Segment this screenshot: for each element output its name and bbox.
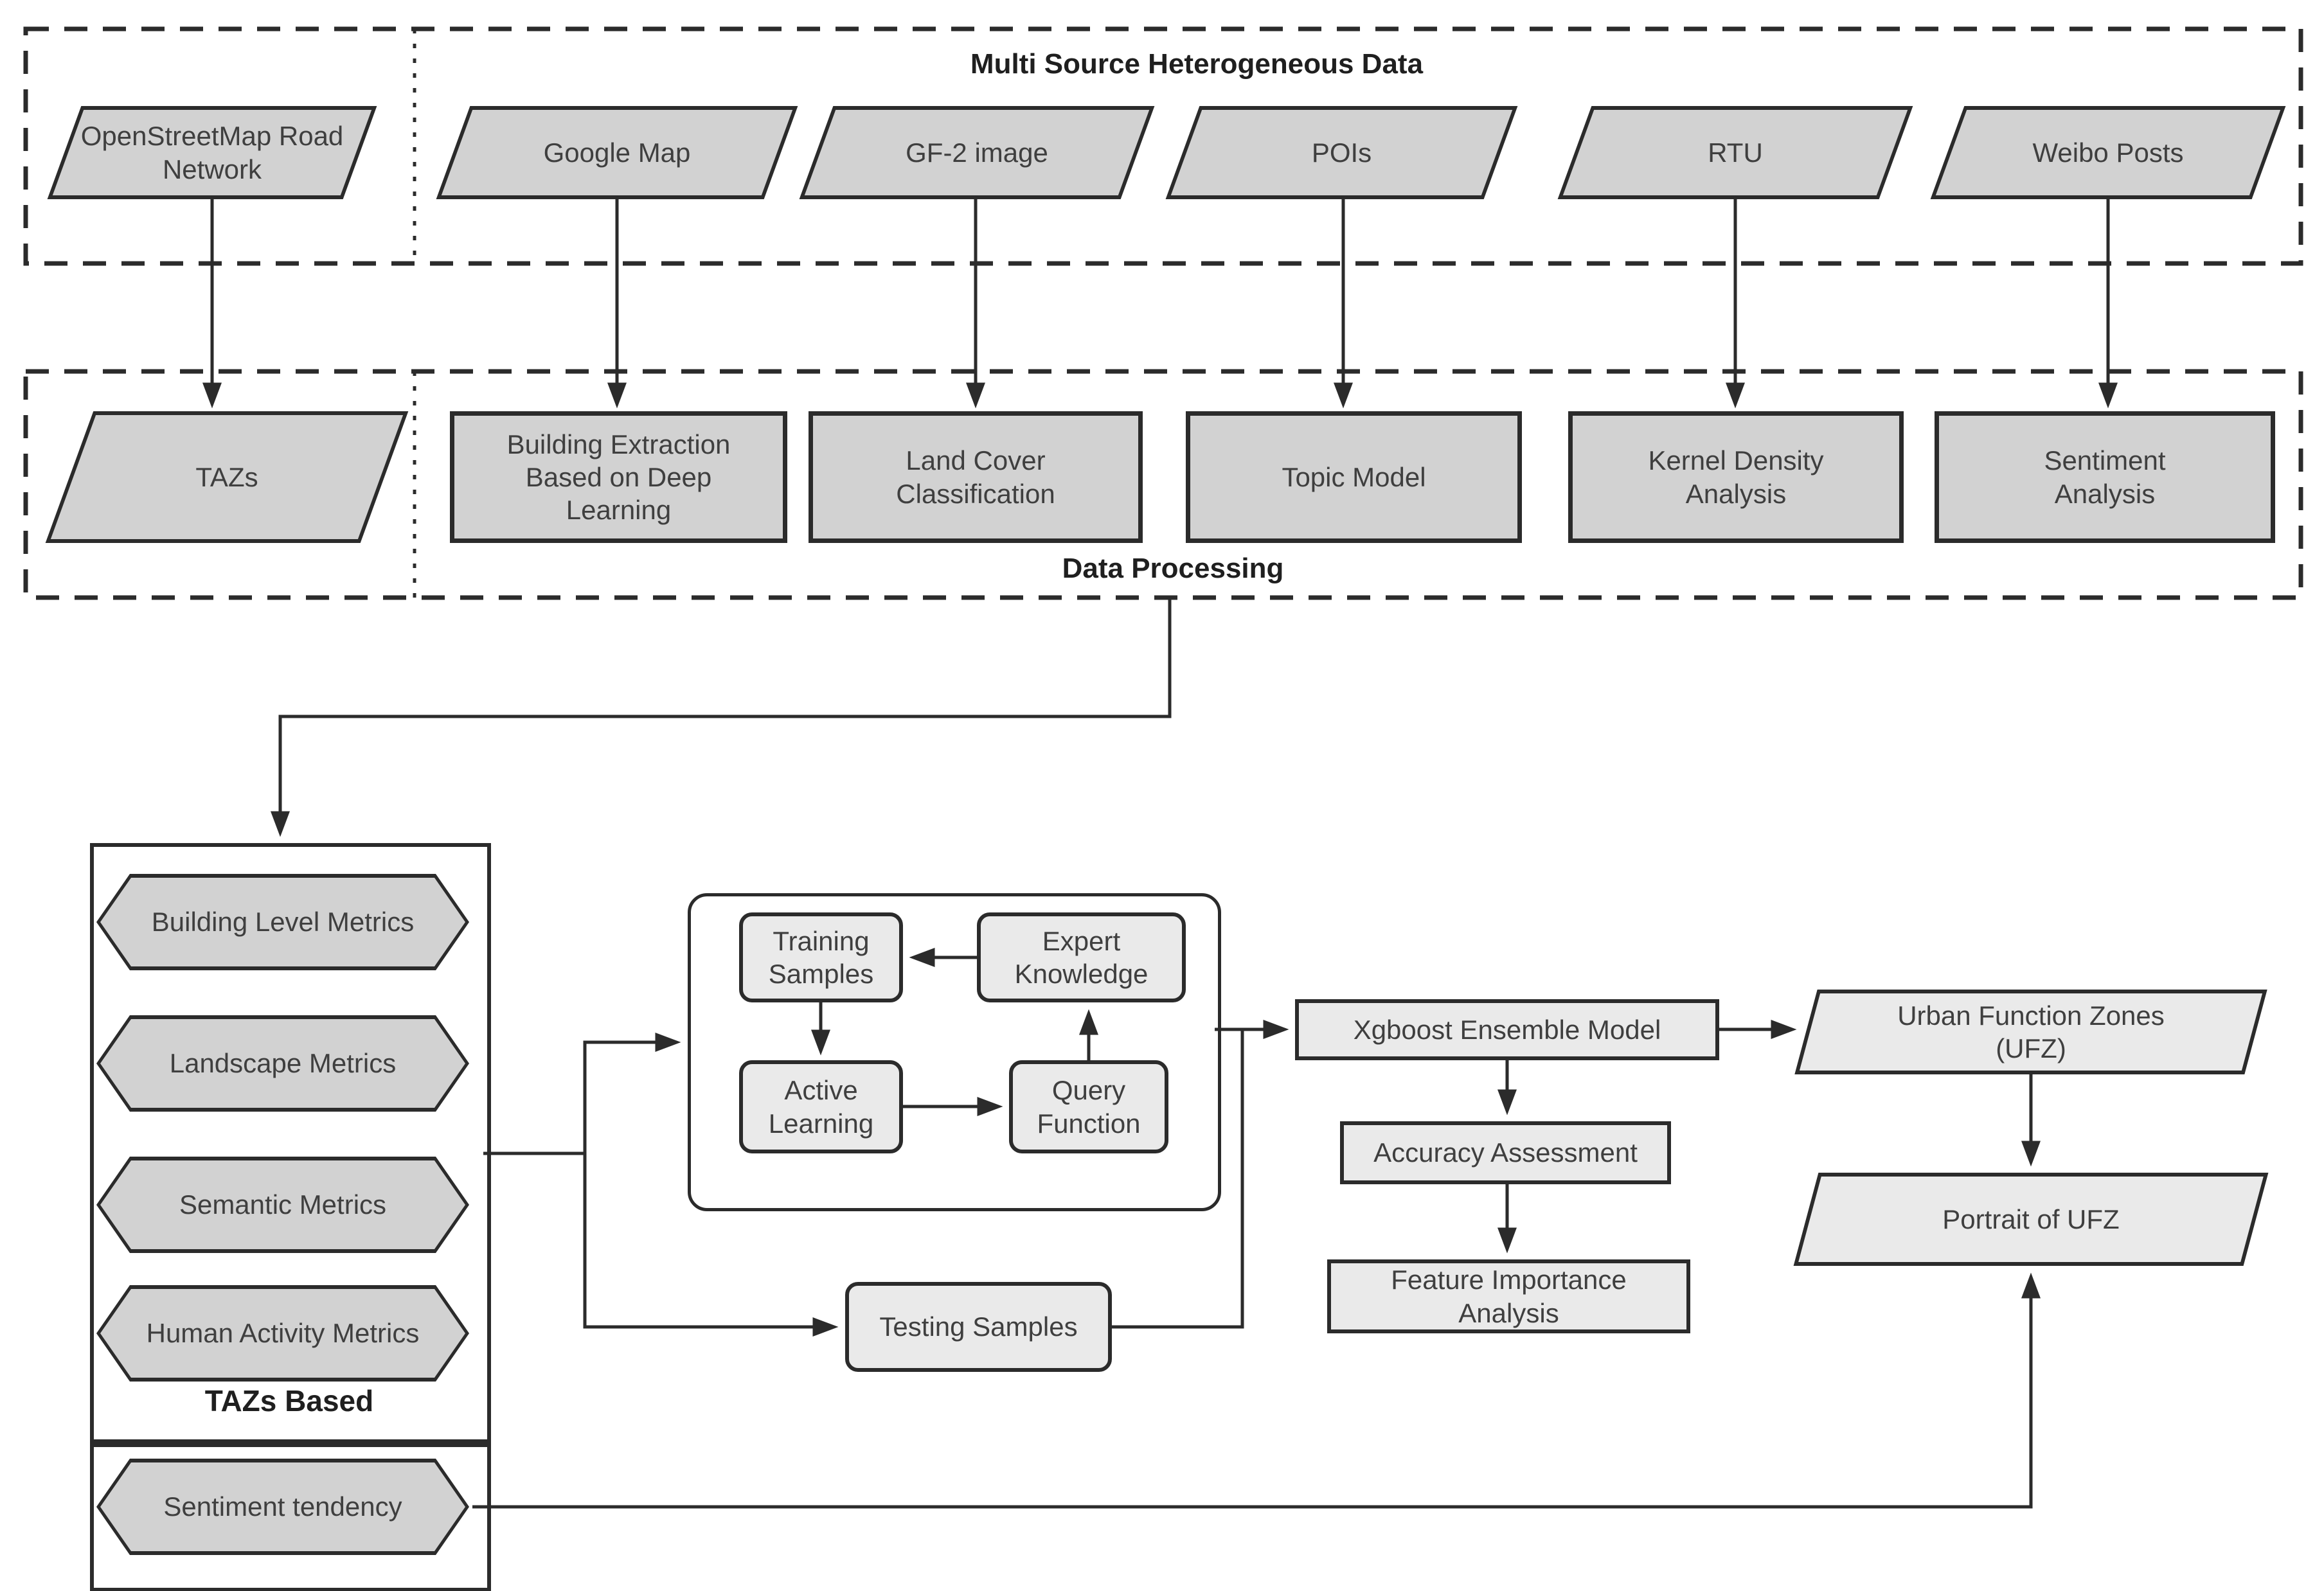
node-label: Building Extraction Based on Deep Learning	[506, 429, 731, 526]
node-query-function	[1009, 1060, 1168, 1153]
node-label: Landscape Metrics	[169, 1048, 397, 1079]
node-active-learning	[739, 1060, 903, 1153]
node-tazs	[69, 411, 384, 543]
node-label: Accuracy Assessment	[1373, 1137, 1638, 1168]
node-label: RTU	[1708, 137, 1763, 168]
node-label: Topic Model	[1282, 461, 1426, 492]
node-sentiment-analysis	[1935, 411, 2275, 543]
node-sentiment-tendency	[96, 1459, 469, 1555]
node-label: Sentiment Analysis	[2044, 445, 2166, 509]
node-landscape-metrics	[96, 1015, 469, 1112]
arrow-to-active-learning-loop	[585, 1042, 676, 1153]
node-topic-model	[1186, 411, 1522, 543]
node-training-samples	[739, 912, 903, 1002]
node-label: OpenStreetMap Road Network	[80, 121, 344, 184]
node-weibo-posts	[1947, 106, 2269, 199]
node-accuracy-assessment	[1340, 1121, 1671, 1184]
node-openstreetmap-road-network	[64, 106, 360, 199]
data-processing-title	[964, 549, 1382, 588]
node-rtu	[1575, 106, 1896, 199]
node-portrait-of-ufz	[1806, 1173, 2256, 1266]
node-building-level-metrics	[96, 874, 469, 970]
node-human-activity-metrics	[96, 1285, 469, 1382]
node-label: Human Activity Metrics	[146, 1318, 420, 1349]
node-expert-knowledge	[977, 912, 1186, 1002]
tazs-based-title-text: TAZs Based	[204, 1384, 374, 1418]
node-label: Portrait of UFZ	[1942, 1204, 2120, 1234]
node-label: GF-2 image	[906, 137, 1048, 168]
node-label: Active Learning	[768, 1075, 874, 1139]
node-label: Training Samples	[768, 925, 874, 989]
node-label: Xgboost Ensemble Model	[1353, 1014, 1661, 1045]
multi-source-title-text: Multi Source Heterogeneous Data	[970, 48, 1424, 80]
arrow-processing-to-metrics	[280, 598, 1170, 832]
node-testing-samples	[845, 1282, 1112, 1372]
node-label: POIs	[1311, 137, 1372, 168]
node-label: Query Function	[1037, 1075, 1141, 1139]
node-label: Testing Samples	[879, 1311, 1078, 1342]
node-feature-importance-analysis	[1327, 1259, 1690, 1333]
node-building-extraction	[450, 411, 787, 543]
node-label: Weibo Posts	[2032, 137, 2184, 168]
node-label: Building Level Metrics	[151, 907, 415, 938]
node-kernel-density-analysis	[1568, 411, 1904, 543]
node-pois	[1183, 106, 1501, 199]
node-urban-function-zones	[1806, 990, 2256, 1074]
node-land-cover-classification	[809, 411, 1143, 543]
node-label: TAZs	[195, 461, 258, 492]
node-semantic-metrics	[96, 1157, 469, 1253]
node-label: Google Map	[543, 137, 691, 168]
node-label: Land Cover Classification	[896, 445, 1055, 509]
node-label: Semantic Metrics	[179, 1189, 387, 1220]
multi-source-title	[779, 45, 1614, 84]
node-label: Urban Function Zones (UFZ)	[1897, 1000, 2165, 1063]
data-processing-title-text: Data Processing	[1062, 553, 1284, 584]
node-label: Sentiment tendency	[163, 1491, 402, 1522]
node-label: Kernel Density Analysis	[1648, 445, 1824, 509]
node-xgboost-ensemble-model	[1295, 999, 1719, 1060]
node-google-map	[453, 106, 781, 199]
node-gf2-image	[816, 106, 1138, 199]
arrow-sentiment-to-portrait	[472, 1277, 2031, 1507]
tazs-based-title	[109, 1382, 469, 1420]
node-label: Expert Knowledge	[1014, 925, 1149, 989]
node-label: Feature Importance Analysis	[1391, 1265, 1627, 1328]
